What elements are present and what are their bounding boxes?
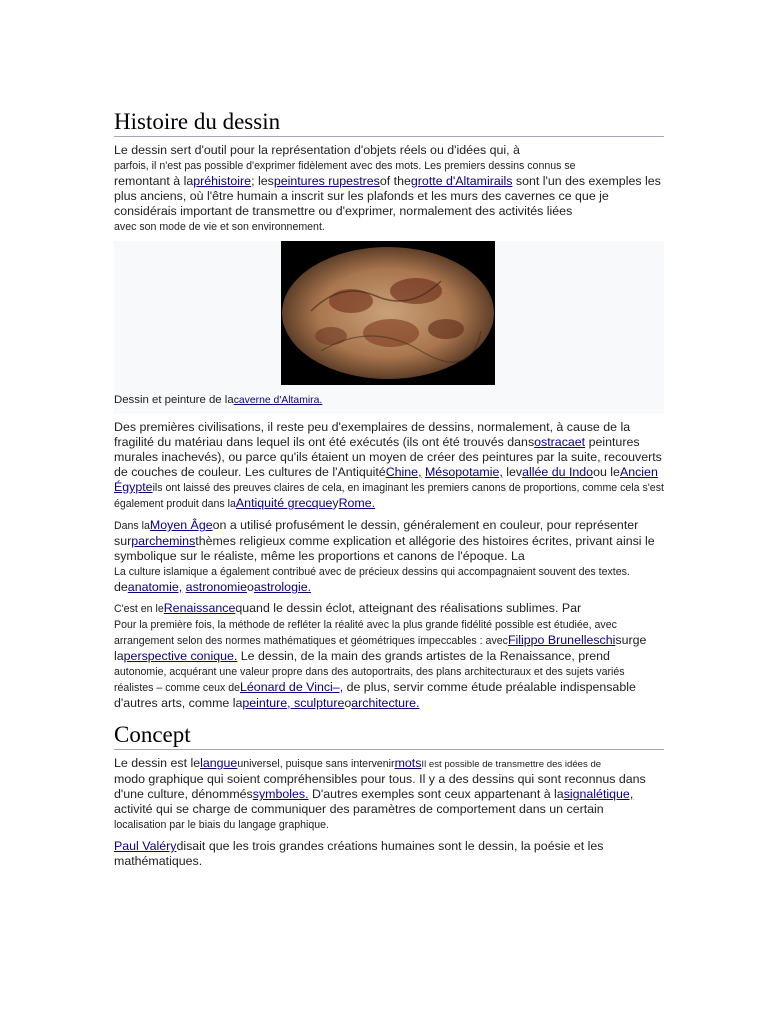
- text: D'autres exemples sont ceux appartenant à la: [308, 787, 564, 801]
- link-prehistoire[interactable]: préhistoire: [193, 174, 252, 188]
- text: quand le dessin éclot, atteignant des réalisations sublimes. Par: [235, 601, 582, 615]
- paragraph-civilisations: [114, 420, 664, 512]
- link-perspective-conique[interactable]: perspective conique.: [123, 649, 238, 663]
- link-antiquite-grecque[interactable]: Antiquité grecque: [235, 496, 333, 510]
- paragraph-concept: [114, 756, 664, 833]
- paragraph-renaissance: [114, 601, 664, 711]
- text: universel, puisque sans intervenir: [237, 758, 395, 770]
- caption-text: Dessin et peinture de la: [114, 394, 234, 406]
- text: ou le: [593, 465, 620, 479]
- text: modo graphique qui soient compréhensibles pour tous. Il y a des dessins qui sont reconnus dans d'une culture, dénommés: [114, 772, 646, 801]
- text: C'est en le: [114, 603, 164, 615]
- link-chine[interactable]: Chine,: [385, 465, 422, 479]
- paragraph-intro: [114, 143, 664, 235]
- text: lev: [502, 465, 523, 479]
- text: y: [332, 496, 339, 510]
- link-moyen-age[interactable]: Moyen Âge: [149, 518, 213, 532]
- text: autonomie, acquérant une valeur propre dans des autoportraits, des plans architecturaux et des sujets variés réalistes – comme ceux de: [114, 666, 625, 694]
- text: peintures murales inachevés), ou parce qu'ils étaient un moyen de créer des peintures par la suite, recouverts de couches de couleur. Les cultures de l'Antiquité: [114, 435, 662, 479]
- link-astronomie[interactable]: astronomie: [185, 580, 247, 594]
- link-mesopotamie[interactable]: Mésopotamie,: [424, 465, 503, 479]
- text: avec son mode de vie et son environnement.: [114, 221, 325, 233]
- article: [114, 108, 664, 875]
- text: La culture islamique a également contribué avec de précieux dessins qui accompagnaient souvent des textes.: [114, 566, 630, 578]
- altamira-cave-painting-image[interactable]: [281, 241, 495, 385]
- text: de: [114, 580, 128, 594]
- text: ils ont laissé des preuves claires de cela, en imaginant les premiers canons de proportions, comme cela s'est également produit dans la: [114, 482, 664, 510]
- link-vallee-indo[interactable]: allée du Indo: [522, 465, 594, 479]
- link-architecture[interactable]: architecture.: [351, 696, 420, 710]
- link-langue[interactable]: langue: [200, 756, 238, 770]
- heading-concept: Concept: [114, 721, 664, 750]
- paragraph-valery: [114, 839, 664, 869]
- link-signaletique[interactable]: signalétique,: [563, 787, 634, 801]
- paragraph-moyen-age: [114, 518, 664, 595]
- link-symboles[interactable]: symboles.: [252, 787, 309, 801]
- text: surge la: [114, 633, 647, 663]
- text: o: [344, 696, 352, 710]
- text: Des premières civilisations, il reste peu d'exemplaires de dessins, normalement, à cause de la: [114, 420, 631, 434]
- text: thèmes religieux comme explication et allégorie des histoires écrites, privant ainsi le symbolique sur le réaliste, même les proportions et canons de l'époque. La: [114, 534, 655, 563]
- text: ; les: [251, 174, 274, 188]
- text: Pour la première fois, la méthode de refléter la réalité avec la plus grande fidélité possible est étudiée, avec arrangement selon des normes mathématiques et géométriques impeccables : avec: [114, 619, 617, 647]
- text: Dans la: [114, 520, 150, 532]
- link-anatomie[interactable]: anatomie,: [127, 580, 183, 594]
- text: activité qui se charge de communiquer des paramètres de comportement dans un certain: [114, 802, 604, 816]
- text: Il est possible de transmettre des idées de: [421, 759, 602, 770]
- link-paul-valery[interactable]: Paul Valéry: [114, 839, 177, 853]
- link-grotte-altamira[interactable]: grotte d'Altamirails: [410, 174, 513, 188]
- link-astrologie[interactable]: astrologie.: [253, 580, 312, 594]
- text: Le dessin est le: [114, 756, 201, 770]
- text: sont l'un des exemples les plus anciens, où l'être humain a inscrit sur les plafonds et les murs des cavernes ce que je considérais important de transmettre ou d'exprimer, normalement des activités liées: [114, 174, 661, 218]
- text: fragilité du matériau dans lequel ils ont été exécutés (ils ont été trouvés dans: [114, 435, 535, 449]
- figure-altamira: [114, 241, 664, 414]
- link-ostraca[interactable]: ostracaet: [534, 435, 586, 449]
- link-leonard-de-vinci[interactable]: Léonard de Vinci: [240, 680, 333, 694]
- heading-histoire: Histoire du dessin: [114, 108, 664, 137]
- link-dash[interactable]: –,: [332, 680, 344, 694]
- link-peinture[interactable]: peinture: [242, 696, 288, 710]
- text: Le dessin, de la main des grands artistes de la Renaissance, prend: [237, 649, 610, 663]
- text: de plus, servir comme étude préalable indispensable d'autres arts, comme la: [114, 680, 636, 710]
- text: of the: [379, 174, 411, 188]
- text: parfois, il n'est pas possible d'exprimer fidèlement avec des mots. Les premiers dessins connus se: [114, 160, 576, 172]
- link-caverne-altamira[interactable]: caverne d'Altamira.: [233, 395, 323, 406]
- link-sculpture[interactable]: , sculpture: [287, 696, 345, 710]
- text: localisation par le biais du langage graphique.: [114, 819, 329, 831]
- link-ancien-egypte[interactable]: Ancien Égypte: [114, 465, 658, 494]
- text: on a utilisé profusément le dessin, généralement en couleur, pour représenter sur: [114, 518, 639, 548]
- link-rome[interactable]: Rome.: [338, 496, 376, 510]
- text: o: [246, 580, 254, 594]
- figure-caption: [114, 393, 322, 408]
- link-peintures-rupestres[interactable]: peintures rupestres: [273, 174, 380, 188]
- link-mots[interactable]: mots: [394, 756, 422, 770]
- text: remontant à la: [114, 174, 194, 188]
- link-parchemins[interactable]: parchemins: [131, 534, 196, 548]
- text: disait que les trois grandes créations humaines sont le dessin, la poésie et les mathématiques.: [114, 839, 604, 868]
- link-renaissance[interactable]: Renaissance: [163, 601, 236, 615]
- link-filippo-brunelleschi[interactable]: Filippo Brunelleschi: [507, 633, 616, 647]
- text: Le dessin sert d'outil pour la représentation d'objets réels ou d'idées qui, à: [114, 143, 520, 157]
